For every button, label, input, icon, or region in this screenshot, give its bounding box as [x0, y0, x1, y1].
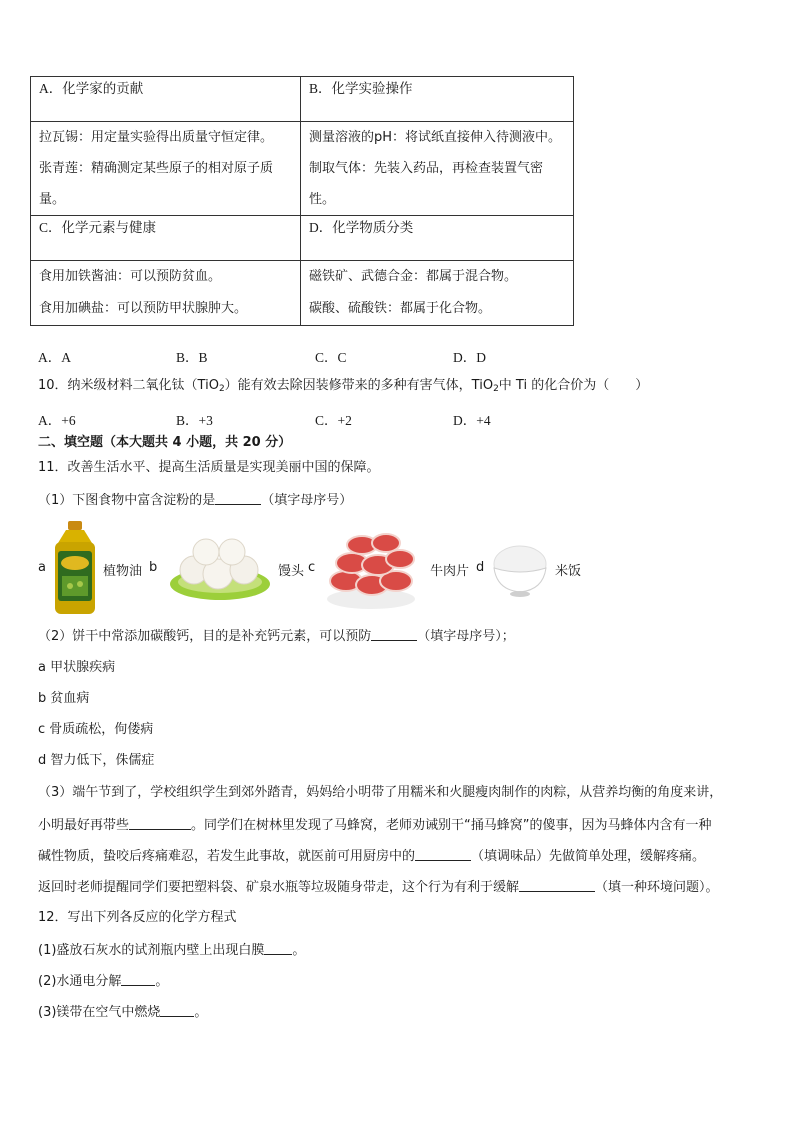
q11-text: 碱性物质，蛰咬后疼痛难忍，若发生此事故，就医前可用厨房中的: [38, 849, 416, 864]
q11-text: 。同学们在树林里发现了马蜂窝，老师劝诫别干“捅马蜂窝”的傻事，因为马蜂体内含有一种: [191, 818, 712, 833]
q11-stem: 11．改善生活水平、提高生活质量是实现美丽中国的保障。: [38, 460, 380, 475]
q11-part3-line2: [38, 815, 712, 836]
beef-slices-icon: [324, 527, 418, 611]
answer-blank[interactable]: [129, 815, 191, 830]
food-name-d: 米饭: [555, 564, 582, 579]
food-name-a: 植物油: [103, 564, 143, 579]
answer-blank[interactable]: [264, 940, 292, 955]
q11-text: 返回时老师提醒同学们要把塑料袋、矿泉水瓶等垃圾随身带走，这个行为有利于缓解: [38, 880, 520, 895]
food-letter-a: a: [38, 560, 46, 575]
q10-choice-d[interactable]: D．+4: [453, 413, 491, 428]
q11-option: b 贫血病: [38, 691, 90, 706]
cell-line: 磁铁矿、武德合金：都属于混合物。: [309, 269, 518, 284]
table-header-c: C．化学元素与健康: [31, 216, 301, 261]
cell-line: 制取气体：先装入药品，再检查装置气密: [309, 161, 544, 176]
q12-item-1: [38, 940, 305, 961]
table-header-a: A．化学家的贡献: [31, 77, 301, 122]
cell-line: 量。: [39, 192, 66, 207]
table-cell-b: [301, 122, 574, 216]
q12-text: 。: [194, 1005, 208, 1020]
q9-choice-c[interactable]: C．C: [315, 350, 347, 365]
q11-text: （填调味品）先做简单处理，缓解疼痛。: [471, 849, 706, 864]
q11-option: a 甲状腺疾病: [38, 660, 116, 675]
section-title: 二、填空题（本大题共 4 小题，共 20 分）: [38, 435, 292, 450]
answer-blank[interactable]: [121, 971, 155, 986]
q11-option: c 骨质疏松，佝偻病: [38, 722, 154, 737]
table-cell-d: [301, 261, 574, 326]
table-cell-a: [31, 122, 301, 216]
cell-line: 性。: [309, 192, 336, 207]
q11-part3-line1: （3）端午节到了，学校组织学生到郊外踏青，妈妈给小明带了用糯米和火腿瘦肉制作的肉粽，从营养均衡的角度来讲，: [38, 785, 723, 800]
food-letter-b: b: [149, 560, 158, 575]
q12-text: (2)水通电分解: [38, 974, 122, 989]
q11-part3-line3: [38, 846, 705, 867]
food-letter-c: c: [308, 560, 316, 575]
cell-line: 食用加铁酱油：可以预防贫血。: [39, 269, 222, 284]
answer-blank[interactable]: [519, 877, 595, 892]
q10-text: 中 Ti 的化合价为（ ）: [498, 378, 649, 393]
q12-text: (3)镁带在空气中燃烧: [38, 1005, 161, 1020]
answer-blank[interactable]: [371, 626, 417, 641]
cell-line: 张青莲：精确测定某些原子的相对原子质: [39, 161, 274, 176]
cell-line: 食用加碘盐：可以预防甲状腺肿大。: [39, 301, 248, 316]
q12-text: 。: [155, 974, 169, 989]
q10-text: 10．纳米级材料二氧化钛（TiO: [38, 378, 219, 393]
q12-text: (1)盛放石灰水的试剂瓶内壁上出现白膜: [38, 943, 265, 958]
q9-choice-b[interactable]: B．B: [176, 350, 208, 365]
cell-line: 拉瓦锡：用定量实验得出质量守恒定律。: [39, 130, 274, 145]
food-letter-d: d: [476, 560, 485, 575]
subscript: 2: [493, 384, 499, 394]
q12-stem: 12．写出下列各反应的化学方程式: [38, 910, 237, 925]
q10-text: ）能有效去除因装修带来的多种有害气体，TiO: [224, 378, 494, 393]
q9-choice-a[interactable]: A．A: [38, 350, 71, 365]
q11-text: 小明最好再带些: [38, 818, 130, 833]
q11-part1: [38, 490, 352, 511]
q11-option: d 智力低下，侏儒症: [38, 753, 155, 768]
q12-item-2: [38, 971, 168, 992]
q9-choice-d[interactable]: D．D: [453, 350, 486, 365]
answer-blank[interactable]: [415, 846, 471, 861]
food-name-b: 馒头: [278, 564, 305, 579]
answer-blank[interactable]: [160, 1002, 194, 1017]
table-header-b: B．化学实验操作: [301, 77, 574, 122]
rice-bowl-icon: [491, 540, 549, 600]
q12-text: 。: [292, 943, 306, 958]
q11-text: （1）下图食物中富含淀粉的是: [38, 493, 216, 508]
q11-text: （2）饼干中常添加碳酸钙，目的是补充钙元素，可以预防: [38, 629, 372, 644]
table-header-d: D．化学物质分类: [301, 216, 574, 261]
cell-line: 测量溶液的pH：将试纸直接伸入待测液中。: [309, 130, 562, 145]
q9-option-table: [30, 76, 574, 326]
q10-choice-c[interactable]: C．+2: [315, 413, 352, 428]
cell-line: 碳酸、硫酸铁：都属于化合物。: [309, 301, 492, 316]
q11-text: （填一种环境问题）。: [595, 880, 719, 895]
q10-choice-b[interactable]: B．+3: [176, 413, 213, 428]
steamed-bun-icon: [168, 534, 272, 602]
q11-text: （填字母序号）: [261, 493, 353, 508]
q10-stem: [38, 376, 648, 399]
subscript: 2: [218, 384, 225, 394]
q11-part3-line4: [38, 877, 719, 898]
q10-choice-a[interactable]: A．+6: [38, 413, 76, 428]
table-cell-c: [31, 261, 301, 326]
q12-item-3: [38, 1002, 207, 1023]
q11-text: （填字母序号）；: [417, 629, 515, 644]
food-name-c: 牛肉片: [430, 564, 470, 579]
answer-blank[interactable]: [215, 490, 261, 505]
oil-bottle-icon: [52, 521, 98, 615]
q11-part2: [38, 626, 515, 647]
